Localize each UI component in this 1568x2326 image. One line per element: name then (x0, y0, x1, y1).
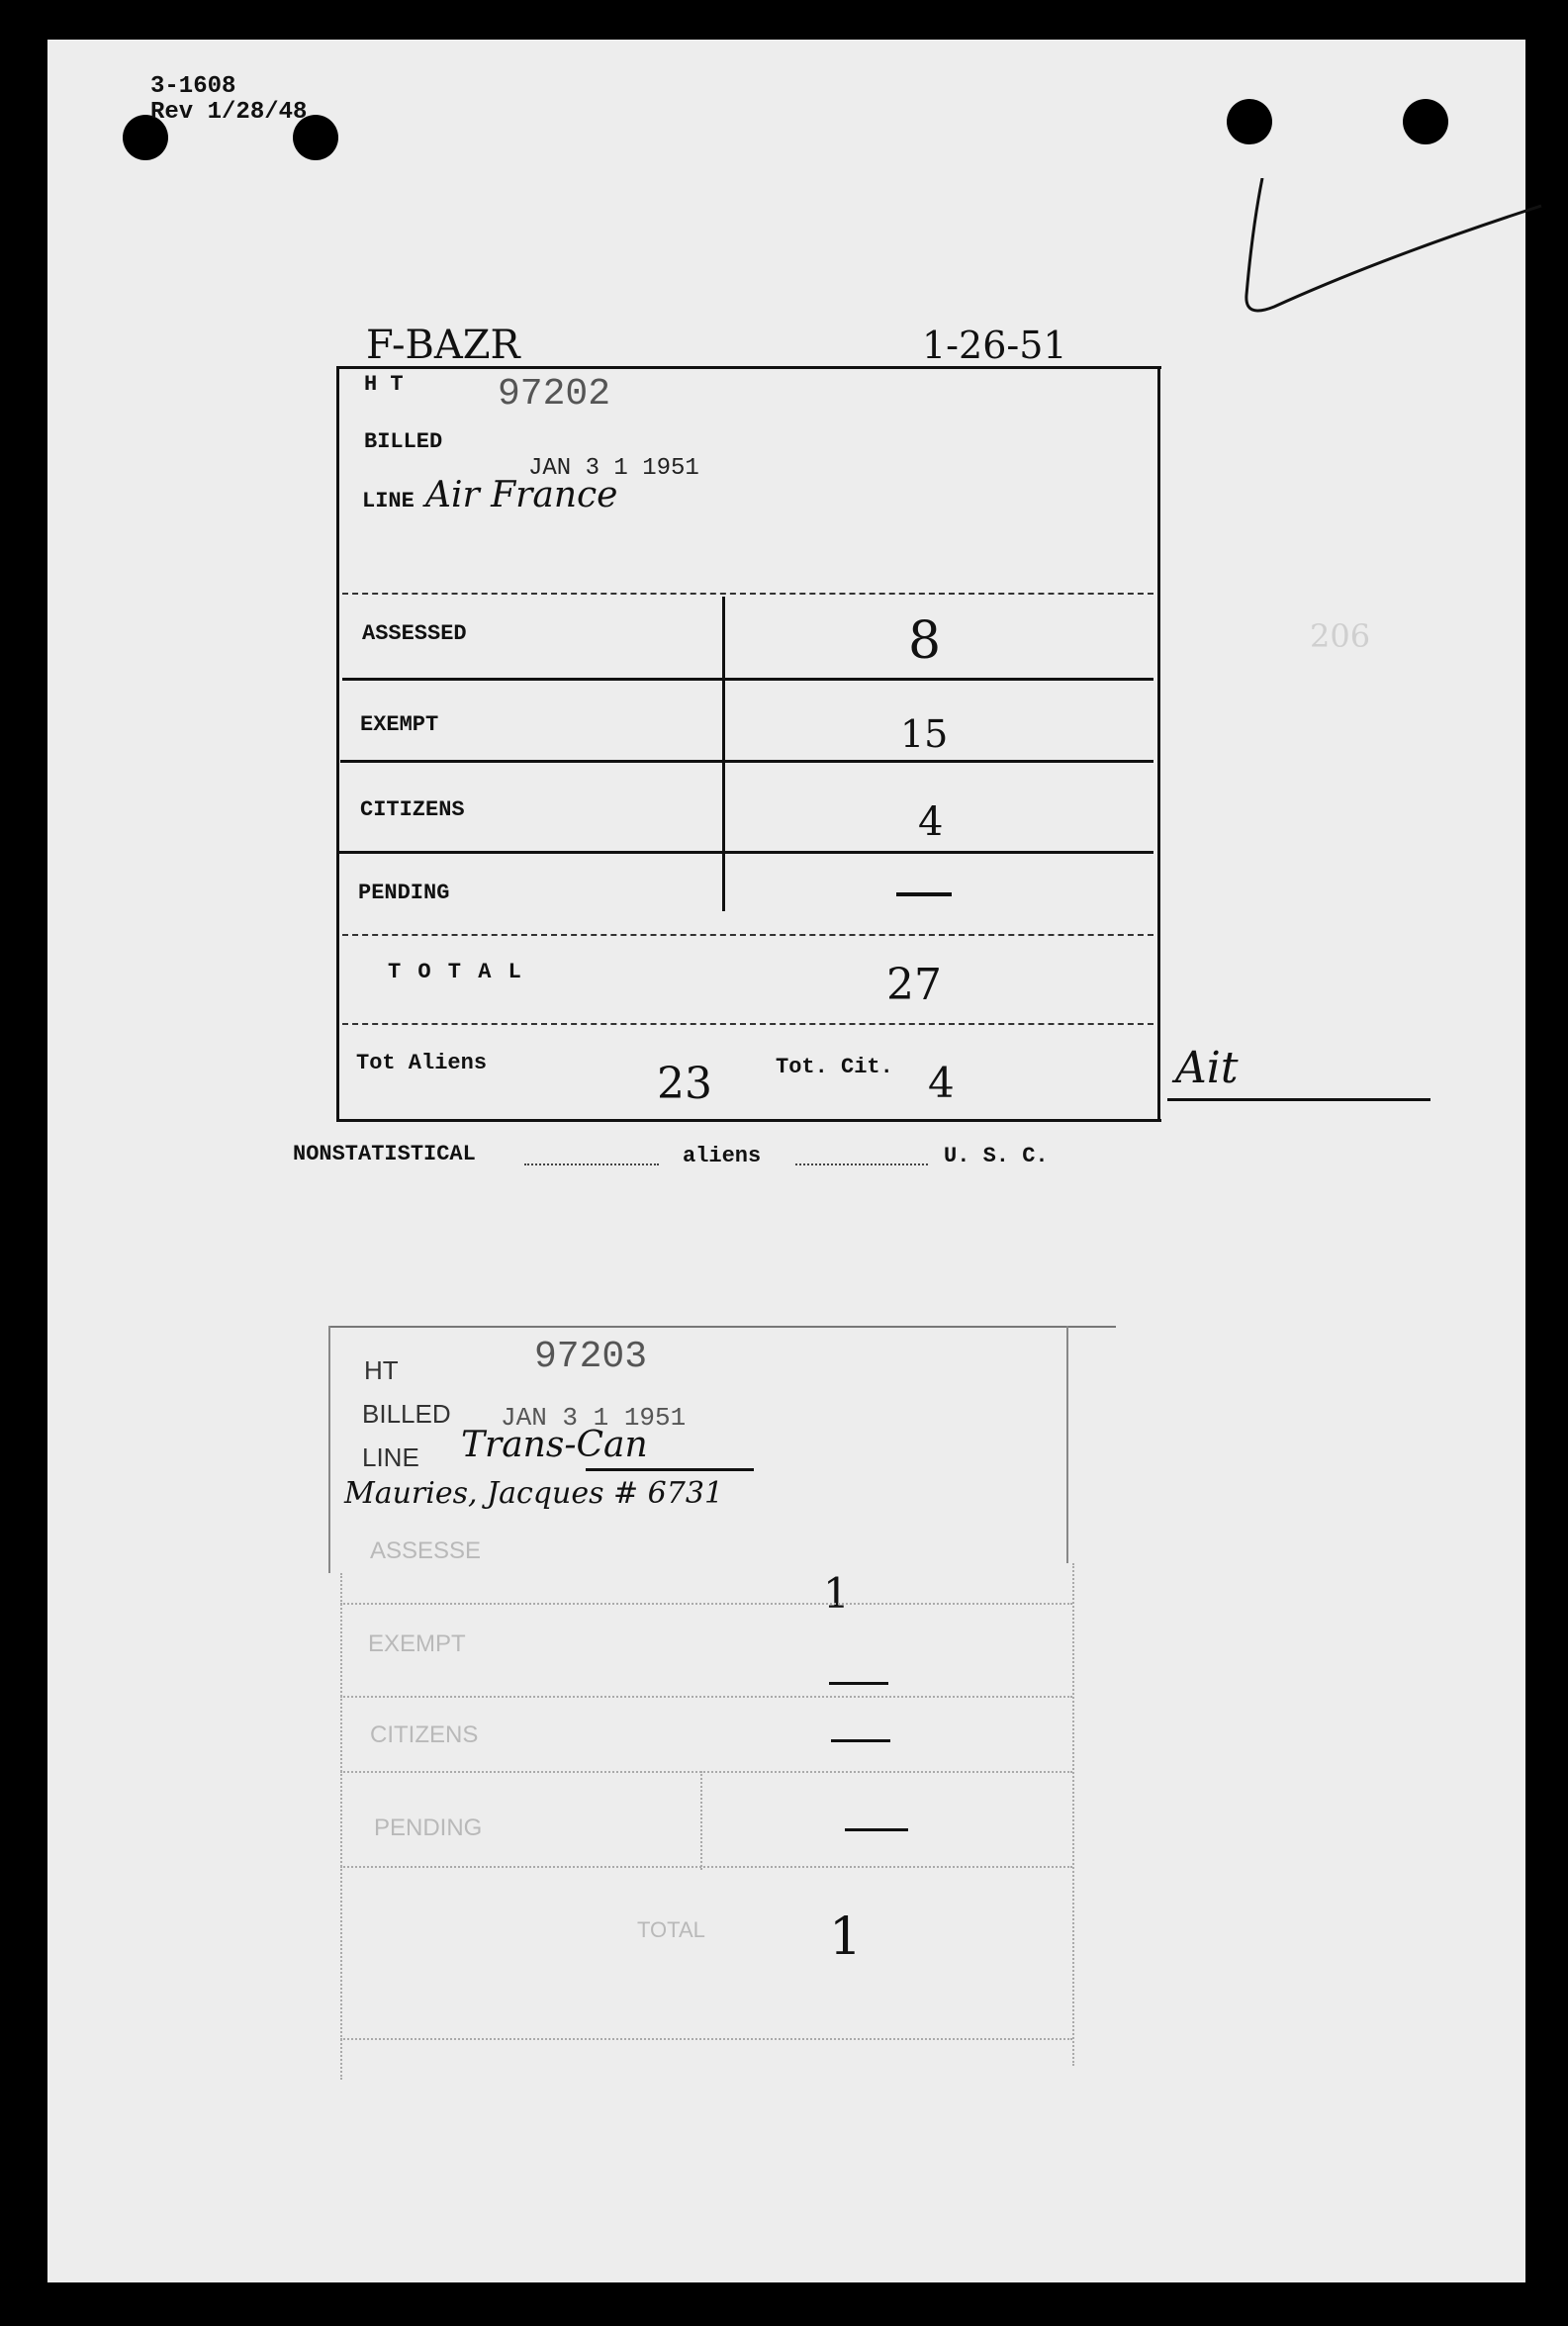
citizens-label-2: CITIZENS (370, 1721, 479, 1748)
line-label: LINE (362, 489, 415, 513)
citizens-dash-2 (831, 1739, 890, 1742)
tot-aliens-value: 23 (657, 1059, 712, 1109)
billed-label: BILLED (364, 429, 443, 454)
total-label-2: TOTAL (637, 1917, 705, 1942)
pending-dash-2 (845, 1828, 908, 1831)
aliens-label: aliens (683, 1144, 762, 1168)
exempt-label-2: EXEMPT (368, 1630, 466, 1657)
pending-label: PENDING (358, 881, 450, 905)
initials-signature: Ait (1175, 1043, 1239, 1093)
signature-underline (1167, 1098, 1430, 1101)
assessed-value: 8 (908, 611, 942, 671)
tot-aliens-label: Tot Aliens (356, 1051, 488, 1075)
citizens-value: 4 (918, 799, 944, 845)
usc-label: U. S. C. (944, 1144, 1049, 1168)
ht-label: H T (364, 372, 404, 397)
total-value-2: 1 (829, 1907, 863, 1967)
tot-cit-value: 4 (928, 1059, 955, 1107)
assessed-label-2: ASSESSE (370, 1537, 482, 1564)
exempt-value: 15 (900, 712, 949, 756)
line-value: Air France (425, 475, 618, 515)
total-value: 27 (886, 960, 942, 1010)
tot-cit-label: Tot. Cit. (776, 1055, 893, 1079)
pending-dash (896, 892, 952, 896)
billed-date-stamp: JAN 3 1 1951 (528, 455, 699, 482)
punch-hole (1227, 99, 1272, 144)
document-sheet (47, 40, 1525, 2282)
form-revision: Rev 1/28/48 (150, 99, 308, 126)
exempt-dash-2 (829, 1682, 888, 1685)
exempt-label: EXEMPT (360, 712, 439, 737)
flight-id: F-BAZR (366, 323, 520, 368)
passenger-note: Mauries, Jacques # 6731 (344, 1476, 724, 1511)
ht-number-2: 97203 (534, 1336, 648, 1378)
billed-date-stamp-2: JAN 3 1 1951 (501, 1403, 687, 1433)
check-mark-icon (1245, 178, 1561, 376)
citizens-label: CITIZENS (360, 797, 465, 822)
ht-number: 97202 (498, 373, 611, 416)
ht-label-2: HT (364, 1355, 399, 1385)
pending-label-2: PENDING (374, 1814, 483, 1841)
assessed-label: ASSESSED (362, 621, 467, 646)
page-number: 206 (1310, 617, 1371, 655)
punch-hole (1403, 99, 1448, 144)
line-value-2: Trans-Can (461, 1425, 648, 1465)
assessed-value-2: 1 (823, 1569, 850, 1618)
form-number: 3-1608 (150, 73, 236, 100)
line-label-2: LINE (362, 1442, 419, 1472)
total-label: T O T A L (388, 960, 523, 984)
header-date: 1-26-51 (922, 324, 1067, 367)
nonstatistical-label: NONSTATISTICAL (293, 1142, 476, 1166)
billed-label-2: BILLED (362, 1399, 451, 1429)
